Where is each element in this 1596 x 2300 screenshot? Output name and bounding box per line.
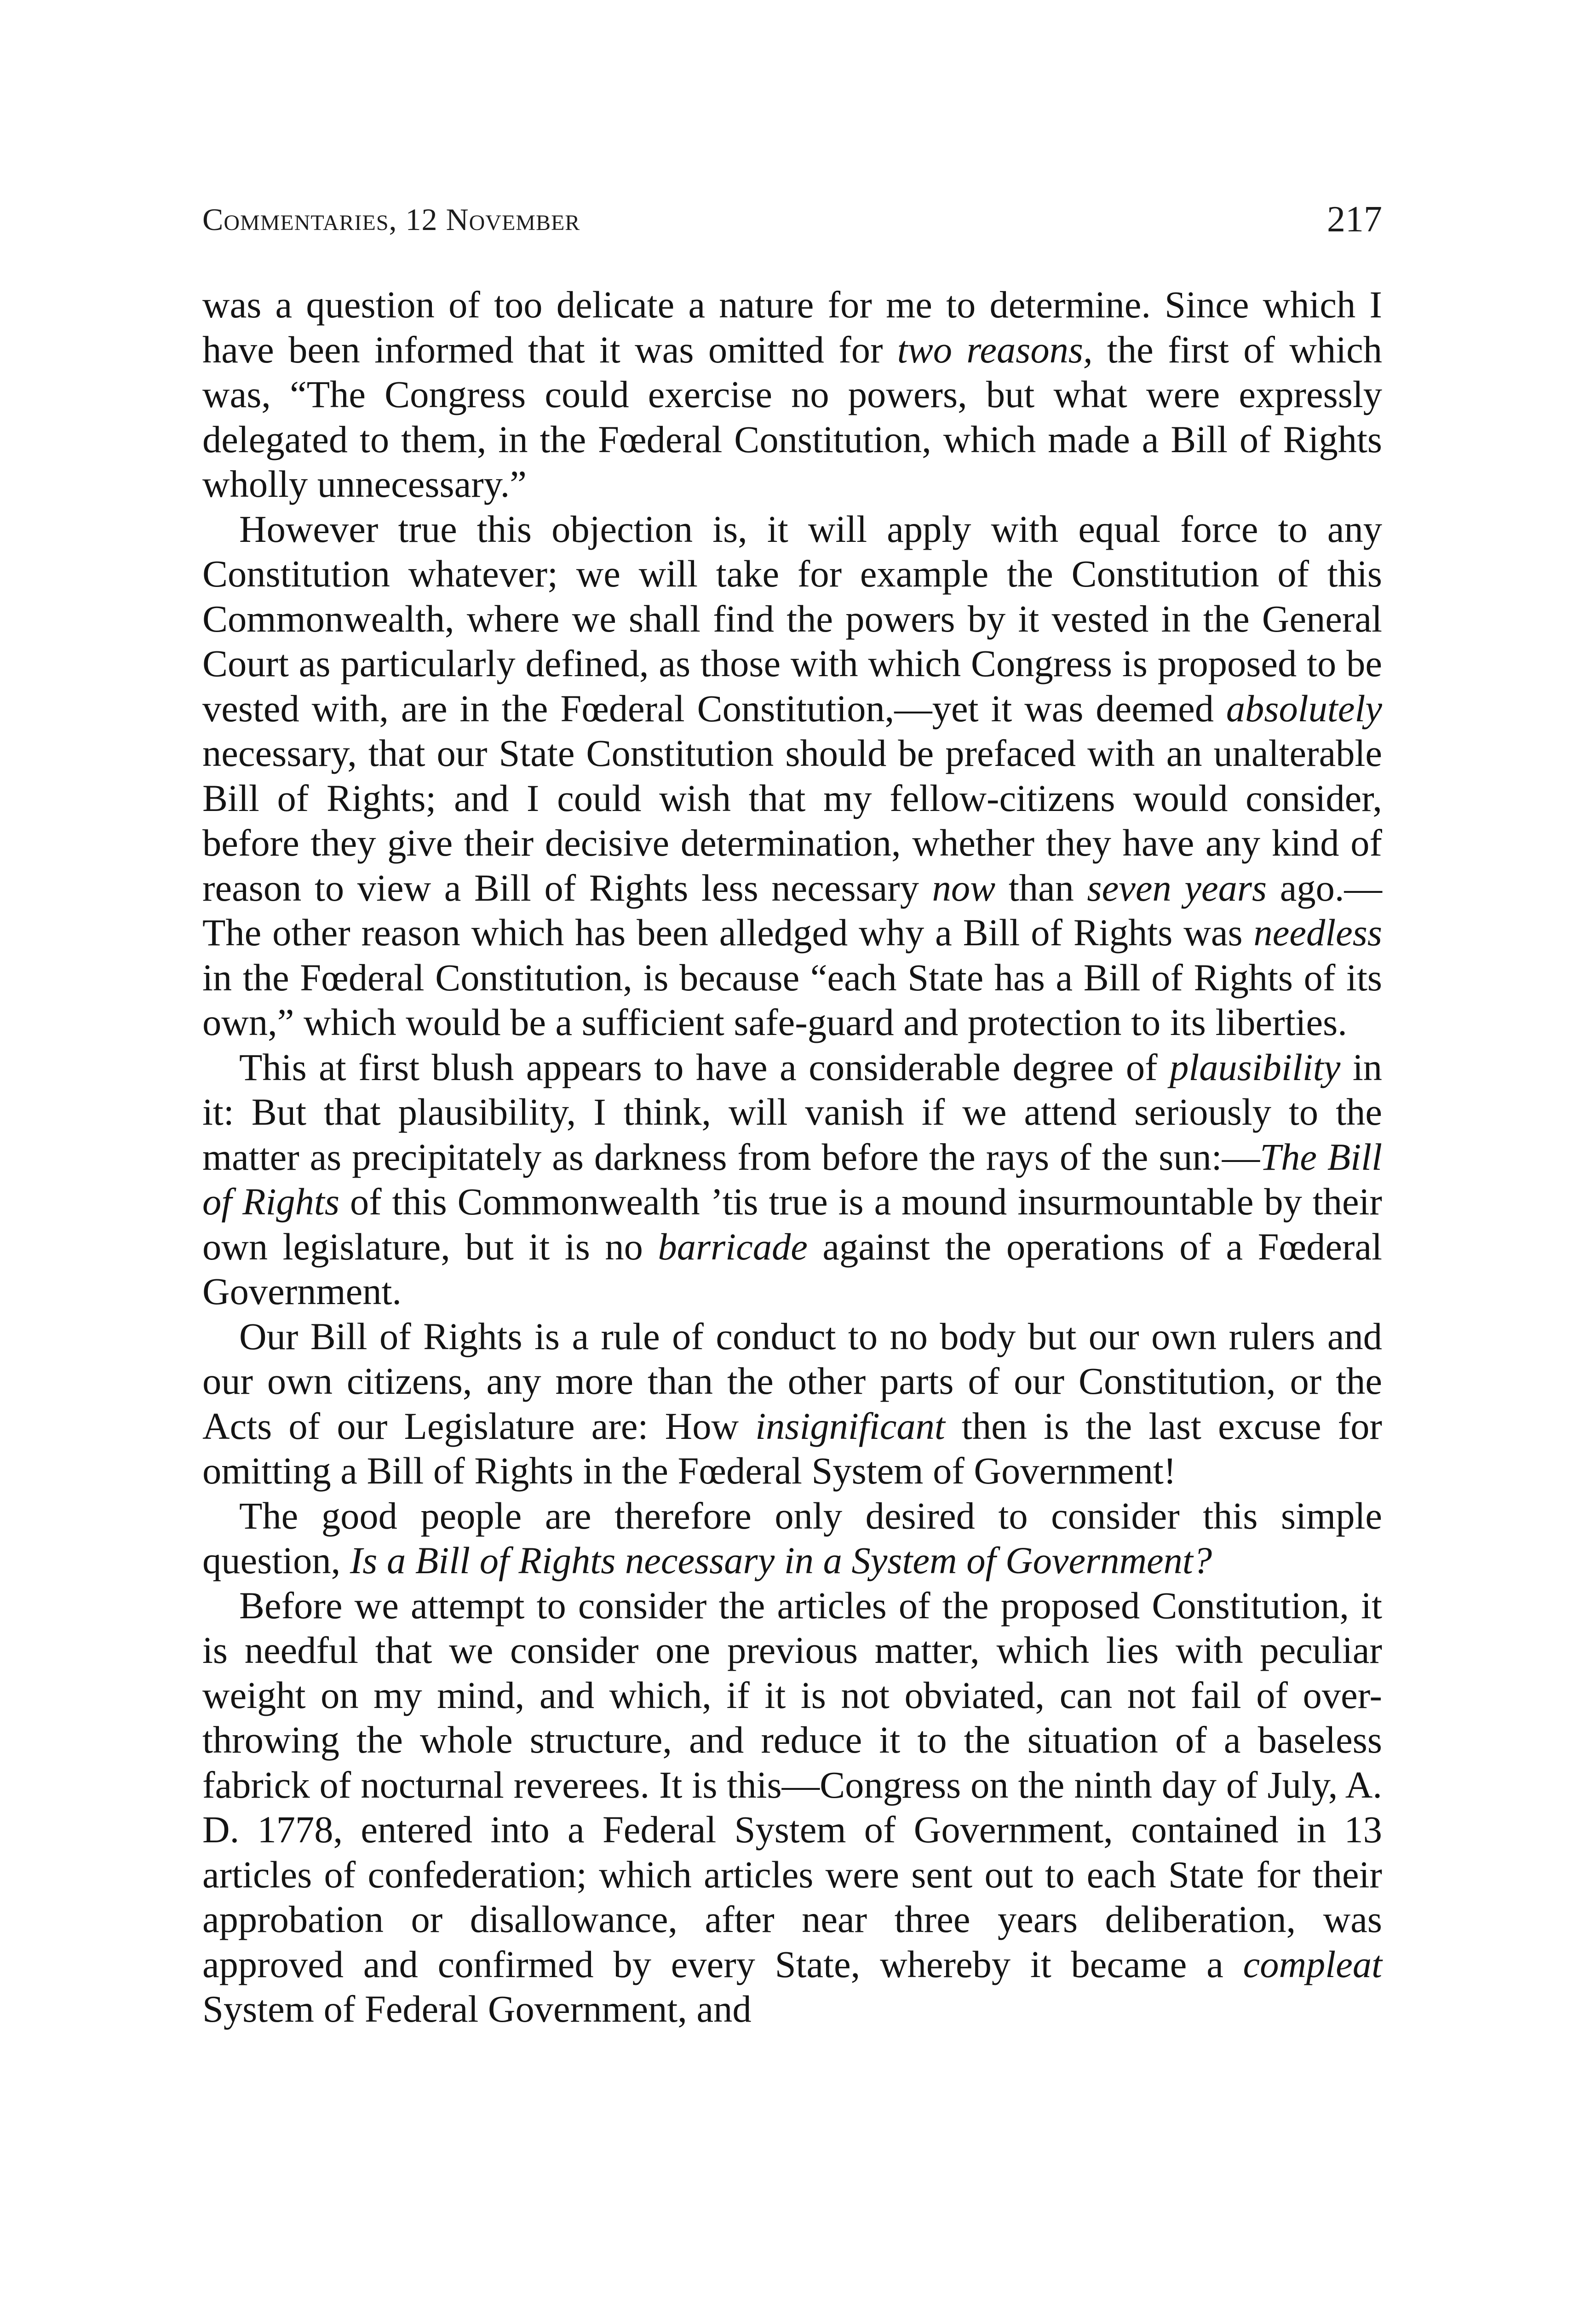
page-number: 217 — [1327, 199, 1382, 240]
text-run: Before we attempt to consider the articles of the proposed Constitution, it is needful that we consider one previous matter, which lies with peculiar weight on my mind, and which, if it is not obviated, can not fail of over-throwing the whole structure, and reduce it to the situation of a baseless fabrick of nocturnal reverees. It is this—Congress on the ninth day of July, A. D. 1778, entered into a Federal System of Government, contained in 13 articles of confederation; which articles were sent out to each State for their approbation or disallowance, after near three years deliberation, was approved and confirmed by every State, whereby it became a — [202, 1584, 1382, 1985]
italic-run: absolutely — [1226, 687, 1382, 730]
italic-run: barricade — [658, 1225, 808, 1268]
text-run: Our Bill of Rights is a rule of conduct to no body but our own rulers and our own citizens, any more than the other parts of our Constitution, or the Acts of our Legislature are: How — [202, 1315, 1382, 1447]
italic-run: needless — [1253, 911, 1382, 954]
text-run: necessary, that our State Constitution should be prefaced with an unalterable Bill of Rights; and I could wish that my fellow-citizens would consider, before they give their decisive determination, whether they have any kind of reason to view a Bill of Rights less necessary — [202, 732, 1382, 909]
italic-run: seven years — [1087, 866, 1267, 909]
paragraph-5 — [202, 1494, 1382, 1583]
italic-run: The Bill of Rights — [202, 1135, 1382, 1223]
paragraph-2 — [202, 507, 1382, 1045]
italic-run: plausibility — [1170, 1046, 1341, 1088]
italic-run: insignificant — [755, 1404, 945, 1447]
paragraph-4 — [202, 1314, 1382, 1494]
text-run: ago.—The other reason which has been alledged why a Bill of Rights was — [202, 866, 1382, 954]
text-run: against the operations of a Fœderal Government. — [202, 1225, 1382, 1312]
text-run: The good people are therefore only desired to consider this simple question, — [202, 1494, 1382, 1581]
body-text — [202, 282, 1382, 2032]
text-run: However true this objection is, it will apply with equal force to any Constitution whatever; we will take for example the Constitution of this Commonwealth, where we shall find the powers by it vested in the General Court as particularly defined, as those with which Congress is proposed to be vested with, are in the Fœderal Constitution,—yet it was deemed — [202, 507, 1382, 730]
text-run: then is the last excuse for omitting a Bill of Rights in the Fœderal System of Government! — [202, 1404, 1382, 1492]
text-run: than — [995, 866, 1087, 909]
paragraph-6 — [202, 1583, 1382, 2032]
italic-run: Is a Bill of Rights necessary in a System of Government? — [350, 1539, 1212, 1581]
text-run: the first of which was, “The Congress could exercise no powers, but what were expressly delegated to them, in the Fœderal Constitution, which made a Bill of Rights wholly unnecessary.” — [202, 328, 1382, 505]
text-run: in it: But that plausibility, I think, will vanish if we attend seriously to the matter as precipitately as darkness from before the rays of the sun:— — [202, 1046, 1382, 1178]
page-header — [202, 199, 1382, 240]
text-run: was a question of too delicate a nature for me to determine. Since which I have been informed that it was omitted for — [202, 283, 1382, 371]
text-run: This at first blush appears to have a considerable degree of — [239, 1046, 1170, 1088]
italic-run: now — [932, 866, 996, 909]
paragraph-1 — [202, 282, 1382, 507]
paragraph-3 — [202, 1045, 1382, 1314]
italic-run: compleat — [1243, 1943, 1382, 1985]
text-run: in the Fœderal Constitution, is because “each State has a Bill of Rights of its own,” which would be a sufficient safe-guard and protection to its liberties. — [202, 956, 1382, 1043]
text-run: of this Commonwealth ’tis true is a mound insurmountable by their own legislature, but it is no — [202, 1180, 1383, 1268]
text-run: System of Federal Government, and — [202, 1988, 752, 2030]
italic-run: two reasons, — [897, 328, 1093, 371]
running-head: Commentaries, 12 November — [202, 202, 580, 237]
